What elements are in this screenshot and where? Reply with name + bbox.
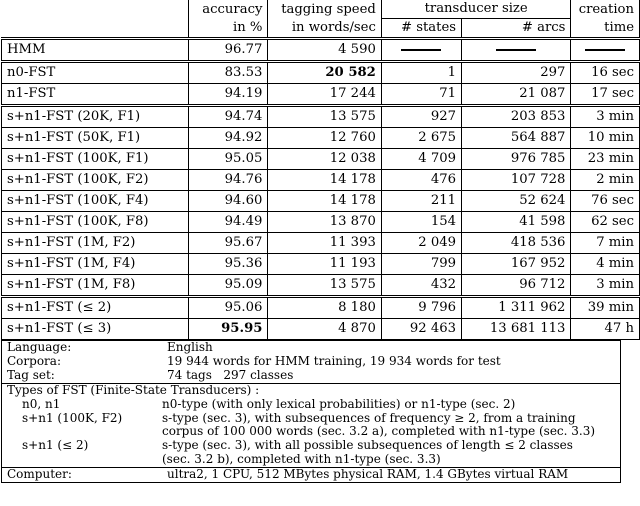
table-row (2, 233, 640, 254)
row-accuracy: 95.06 (189, 297, 268, 319)
header-transducer-size: transducer size (381, 0, 571, 19)
table-row (2, 297, 640, 319)
row-accuracy: 95.36 (189, 254, 268, 275)
row-speed: 20 582 (268, 62, 381, 84)
type-n0-n1-label: n0, n1 (22, 396, 61, 411)
row-name: s+n1-FST (1M, F2) (2, 233, 189, 254)
row-speed: 12 038 (268, 149, 381, 170)
row-accuracy: 95.09 (189, 275, 268, 297)
table-row (2, 106, 640, 128)
table-row (2, 39, 640, 62)
type-sn1-le2-desc-2: (sec. 3.2 b), completed with n1-type (sec. 3.3) (162, 452, 441, 467)
language-label: Language: (7, 340, 72, 354)
table-row (2, 319, 640, 340)
computer-value: ultra2, 1 CPU, 512 MBytes physical RAM, 1.4 GBytes virtual RAM (167, 467, 569, 482)
header-states: # states (381, 19, 461, 39)
row-states: 432 (381, 275, 461, 297)
row-name: s+n1-FST (50K, F1) (2, 128, 189, 149)
header-arcs: # arcs (462, 19, 571, 39)
table-row (2, 62, 640, 84)
table-row (2, 170, 640, 191)
row-speed: 14 178 (268, 191, 381, 212)
row-speed: 17 244 (268, 84, 381, 106)
corpora-row (2, 355, 620, 369)
row-accuracy: 94.76 (189, 170, 268, 191)
row-accuracy: 95.05 (189, 149, 268, 170)
info-box (1, 340, 621, 483)
row-time: 2 min (571, 170, 640, 191)
row-states: 2 675 (381, 128, 461, 149)
row-arcs: 418 536 (462, 233, 571, 254)
row-accuracy: 94.19 (189, 84, 268, 106)
row-states-na (381, 39, 461, 62)
row-accuracy: 95.95 (189, 319, 268, 340)
row-accuracy: 83.53 (189, 62, 268, 84)
row-time: 10 min (571, 128, 640, 149)
computer-label: Computer: (7, 467, 72, 482)
row-time: 47 h (571, 319, 640, 340)
row-states: 71 (381, 84, 461, 106)
row-speed: 14 178 (268, 170, 381, 191)
row-accuracy: 94.92 (189, 128, 268, 149)
row-time-na (571, 39, 640, 62)
row-accuracy: 95.67 (189, 233, 268, 254)
row-arcs-na (462, 39, 571, 62)
row-speed: 4 590 (268, 39, 381, 62)
type-sn1-le2-desc-1: s-type (sec. 3), with all possible subsequences of length ≤ 2 classes (162, 438, 573, 453)
computer-row (2, 467, 620, 482)
header-blank-2 (2, 19, 189, 39)
header-accuracy-unit: in % (189, 19, 268, 39)
row-arcs: 107 728 (462, 170, 571, 191)
types-section (2, 383, 620, 467)
row-name: s+n1-FST (≤ 2) (2, 297, 189, 319)
row-speed: 13 870 (268, 212, 381, 233)
blank-cell (22, 425, 162, 439)
dash-line (496, 49, 536, 51)
language-row (2, 341, 620, 355)
row-speed: 12 760 (268, 128, 381, 149)
tagset-row (2, 369, 620, 383)
table-row (2, 254, 640, 275)
row-states: 799 (381, 254, 461, 275)
tagset-label: Tag set: (7, 367, 55, 382)
row-accuracy: 94.74 (189, 106, 268, 128)
row-time: 39 min (571, 297, 640, 319)
row-time: 4 min (571, 254, 640, 275)
row-speed: 11 193 (268, 254, 381, 275)
type-sn1-100k-row-2 (2, 425, 620, 439)
header-accuracy: accuracy (189, 0, 268, 19)
type-sn1-100k-label: s+n1 (100K, F2) (22, 410, 123, 425)
table-row (2, 191, 640, 212)
row-arcs: 21 087 (462, 84, 571, 106)
blank-cell (22, 453, 162, 467)
row-time: 3 min (571, 275, 640, 297)
row-accuracy: 94.49 (189, 212, 268, 233)
row-time: 23 min (571, 149, 640, 170)
row-states: 4 709 (381, 149, 461, 170)
table-row (2, 212, 640, 233)
tagset-value: 74 tags 297 classes (167, 367, 294, 382)
row-states: 154 (381, 212, 461, 233)
row-arcs: 167 952 (462, 254, 571, 275)
row-speed: 11 393 (268, 233, 381, 254)
row-speed: 4 870 (268, 319, 381, 340)
row-states: 92 463 (381, 319, 461, 340)
row-time: 3 min (571, 106, 640, 128)
row-arcs: 52 624 (462, 191, 571, 212)
types-title-row (2, 384, 620, 398)
row-speed: 13 575 (268, 275, 381, 297)
type-sn1-100k-desc-1: s-type (sec. 3), with subsequences of frequency ≥ 2, from a training (162, 410, 576, 425)
row-name: n0-FST (2, 62, 189, 84)
row-states: 476 (381, 170, 461, 191)
header-creation-unit: time (571, 19, 640, 39)
type-sn1-100k-desc-2: corpus of 100 000 words (sec. 3.2 a), completed with n1-type (sec. 3.3) (162, 424, 596, 439)
row-arcs: 976 785 (462, 149, 571, 170)
row-name: s+n1-FST (100K, F1) (2, 149, 189, 170)
row-name: s+n1-FST (100K, F4) (2, 191, 189, 212)
types-title: Types of FST (Finite-State Transducers) : (7, 382, 260, 397)
corpora-label: Corpora: (7, 353, 61, 368)
language-value: English (167, 340, 213, 354)
row-name: s+n1-FST (≤ 3) (2, 319, 189, 340)
row-name: s+n1-FST (1M, F8) (2, 275, 189, 297)
header-speed: tagging speed (268, 0, 381, 19)
row-name: HMM (2, 39, 189, 62)
row-arcs: 564 887 (462, 128, 571, 149)
table-row (2, 149, 640, 170)
type-n0-n1-desc: n0-type (with only lexical probabilities) or n1-type (sec. 2) (162, 396, 516, 411)
header-speed-unit: in words/sec (268, 19, 381, 39)
row-name: s+n1-FST (100K, F2) (2, 170, 189, 191)
row-accuracy: 94.60 (189, 191, 268, 212)
header-row-2 (2, 19, 640, 39)
results-table (1, 0, 640, 340)
header-row-1 (2, 0, 640, 19)
row-time: 17 sec (571, 84, 640, 106)
row-accuracy: 96.77 (189, 39, 268, 62)
table-row (2, 275, 640, 297)
type-n0-n1-row (2, 398, 620, 412)
row-speed: 13 575 (268, 106, 381, 128)
type-sn1-le2-row-2 (2, 453, 620, 467)
row-time: 62 sec (571, 212, 640, 233)
table-row (2, 84, 640, 106)
row-time: 16 sec (571, 62, 640, 84)
type-sn1-le2-row (2, 439, 620, 453)
row-states: 9 796 (381, 297, 461, 319)
corpora-value: 19 944 words for HMM training, 19 934 words for test (167, 353, 501, 368)
row-name: s+n1-FST (100K, F8) (2, 212, 189, 233)
row-arcs: 297 (462, 62, 571, 84)
row-states: 1 (381, 62, 461, 84)
row-states: 211 (381, 191, 461, 212)
row-name: s+n1-FST (20K, F1) (2, 106, 189, 128)
type-sn1-le2-label: s+n1 (≤ 2) (22, 438, 89, 453)
row-name: n1-FST (2, 84, 189, 106)
row-name: s+n1-FST (1M, F4) (2, 254, 189, 275)
header-creation: creation (571, 0, 640, 19)
row-arcs: 1 311 962 (462, 297, 571, 319)
dash-line (585, 49, 625, 51)
row-speed: 8 180 (268, 297, 381, 319)
row-arcs: 203 853 (462, 106, 571, 128)
row-arcs: 13 681 113 (462, 319, 571, 340)
row-states: 2 049 (381, 233, 461, 254)
dash-line (401, 49, 441, 51)
row-arcs: 41 598 (462, 212, 571, 233)
table-row (2, 128, 640, 149)
row-time: 76 sec (571, 191, 640, 212)
row-states: 927 (381, 106, 461, 128)
row-arcs: 96 712 (462, 275, 571, 297)
type-sn1-100k-row (2, 412, 620, 426)
row-time: 7 min (571, 233, 640, 254)
header-blank (2, 0, 189, 19)
